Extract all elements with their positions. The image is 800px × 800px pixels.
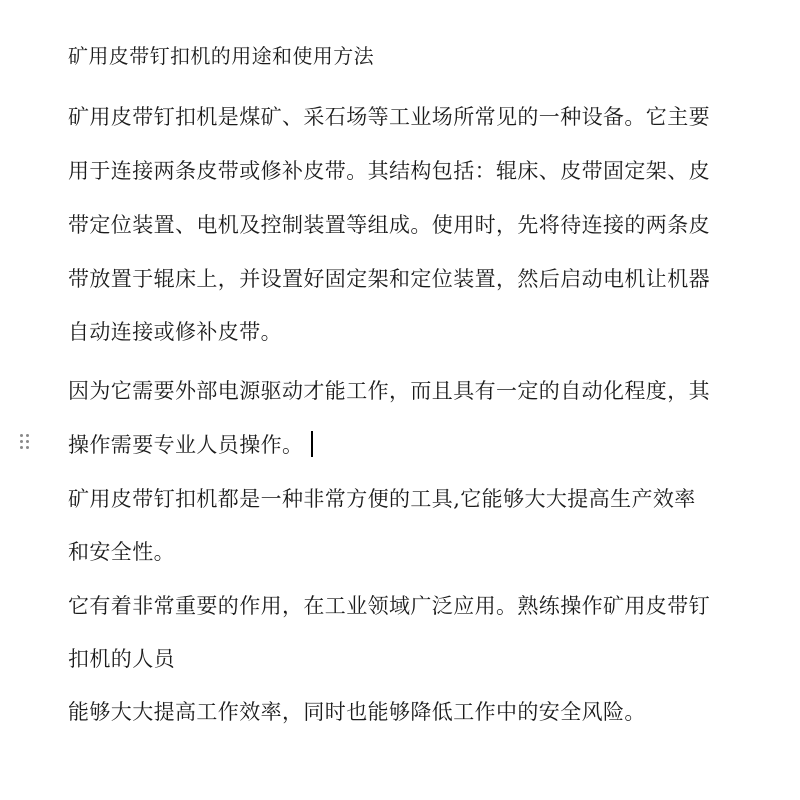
paragraph-2-line-2[interactable] (68, 431, 313, 459)
paragraph-1-line-5[interactable]: 自动连接或修补皮带。 (68, 320, 282, 344)
paragraph-1-line-4[interactable]: 带放置于辊床上，并设置好固定架和定位装置，然后启动电机让机器 (68, 267, 710, 291)
paragraph-4-line-1[interactable]: 它有着非常重要的作用，在工业领域广泛应用。熟练操作矿用皮带钉 (68, 594, 710, 618)
paragraph-4-line-2[interactable]: 扣机的人员 (68, 647, 175, 671)
paragraph-1-line-2[interactable]: 用于连接两条皮带或修补皮带。其结构包括：辊床、皮带固定架、皮 (68, 159, 710, 183)
drag-handle-icon[interactable] (20, 434, 30, 452)
paragraph-3-line-2[interactable]: 和安全性。 (68, 540, 175, 564)
paragraph-5-line-1[interactable]: 能够大大提高工作效率，同时也能够降低工作中的安全风险。 (68, 700, 646, 724)
paragraph-2-line-2-text: 操作需要专业人员操作。 (68, 433, 304, 457)
paragraph-1-line-1[interactable]: 矿用皮带钉扣机是煤矿、采石场等工业场所常见的一种设备。它主要 (68, 105, 710, 129)
paragraph-3-line-1[interactable]: 矿用皮带钉扣机都是一种非常方便的工具,它能够大大提高生产效率 (68, 487, 696, 511)
text-cursor (311, 431, 313, 457)
paragraph-2-line-1[interactable]: 因为它需要外部电源驱动才能工作，而且具有一定的自动化程度，其 (68, 379, 710, 403)
paragraph-1-line-3[interactable]: 带定位装置、电机及控制装置等组成。使用时，先将待连接的两条皮 (68, 213, 710, 237)
document-title: 矿用皮带钉扣机的用途和使用方法 (68, 44, 374, 68)
